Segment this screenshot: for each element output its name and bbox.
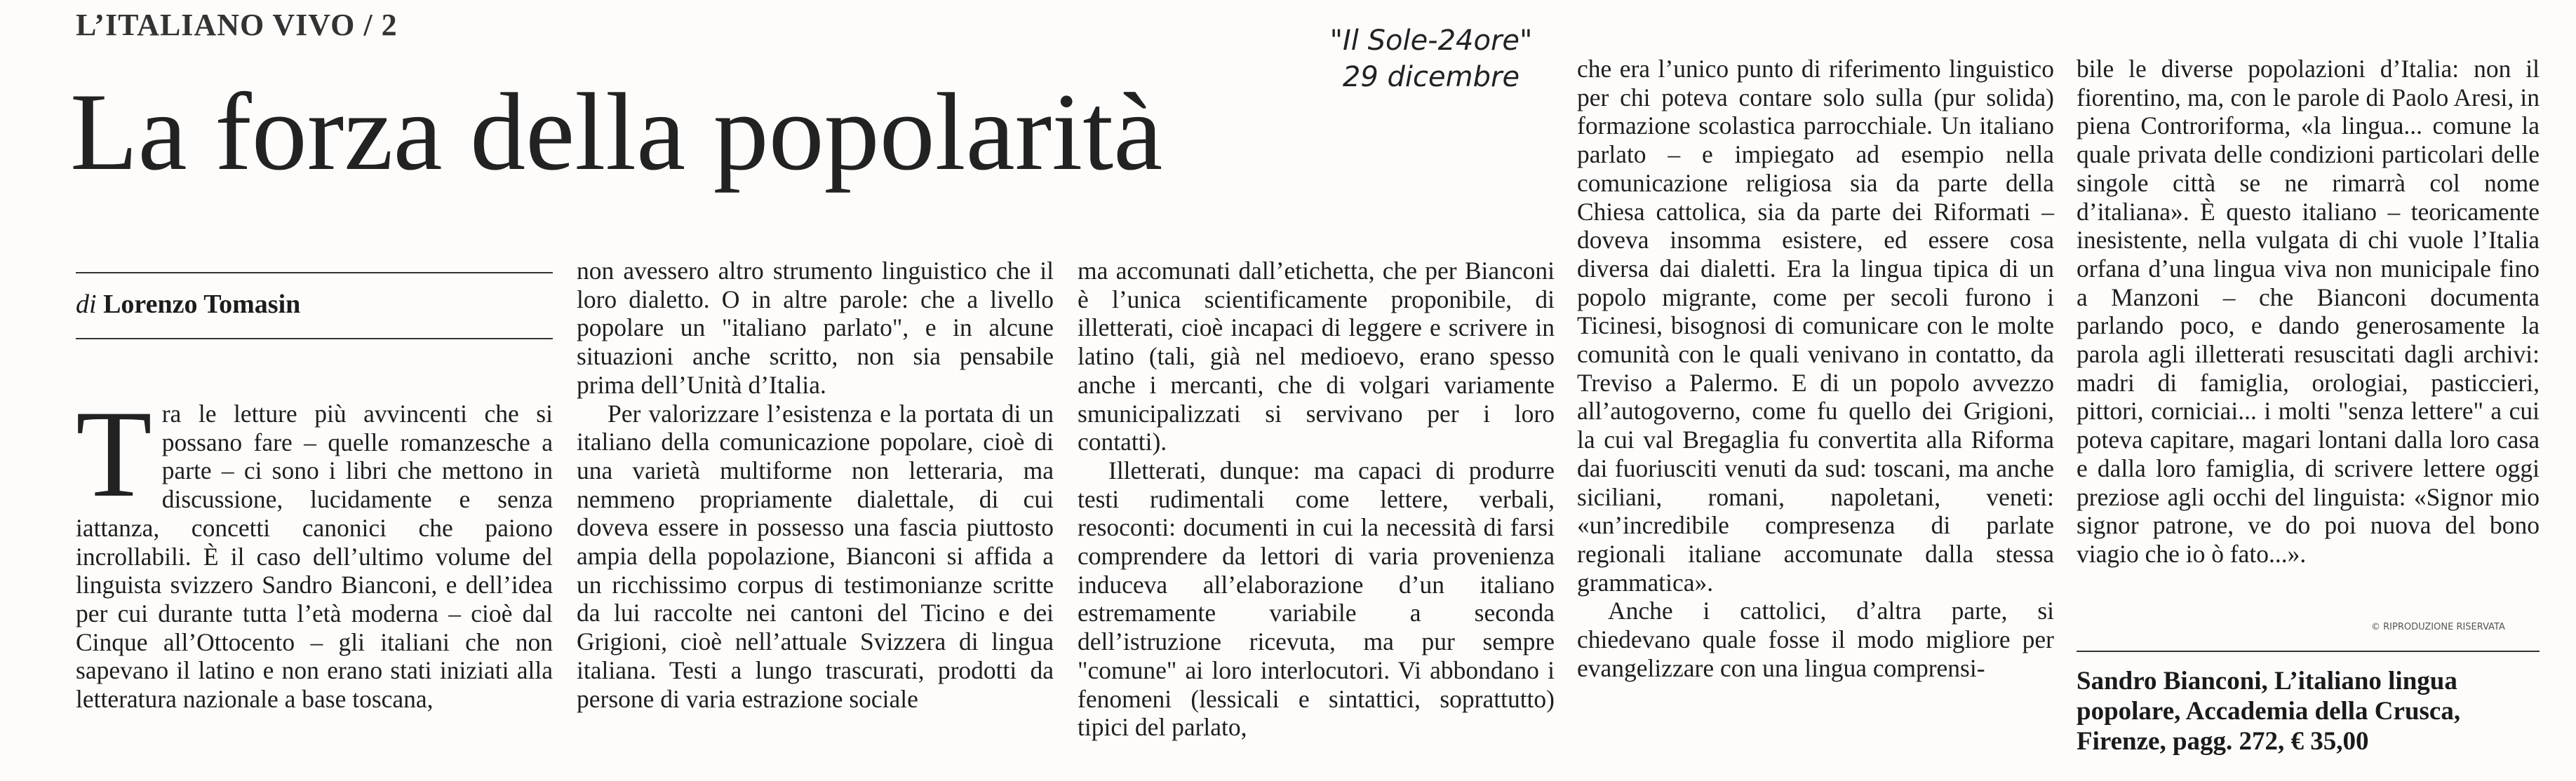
column-3 <box>1078 257 1555 742</box>
source-publication: "Il Sole-24ore" <box>1329 25 1533 57</box>
byline-bottom-rule <box>76 338 553 339</box>
column-2-paragraph-1: non avessero altro strumento linguistico che il loro dialetto. O in altre parole: che a livello popolare un "italiano parlato", e in alcune situazioni anche scritto, non sia pensabile prima dell’Unità d’Italia. <box>577 257 1054 399</box>
column-1 <box>76 384 553 714</box>
column-3-paragraph-2: Illetterati, dunque: ma capaci di produrre testi rudimentali come lettere, verbali, resoconti: documenti in cui la necessità di farsi comprendere da lettori di varia provenienza induceva all’elaborazione d’un italiano estremamente variabile a seconda dell’istruzione ricevuta, ma pur sempre "comune" ai loro interlocutori. Vi abbondano i fenomeni (lessicali e sintattici, soprattutto) tipici del parlato, <box>1078 456 1555 742</box>
source-date: 29 dicembre <box>1342 61 1520 93</box>
column-5 <box>2077 55 2540 569</box>
column-4-paragraph-2: Anche i cattolici, d’altra parte, si chiedevano quale fosse il modo migliore per evangelizzare con una lingua comprensi- <box>1577 597 2054 682</box>
copyright-credit: © RIPRODUZIONE RISERVATA <box>2371 622 2505 632</box>
column-1-paragraph-1: ra le letture più avvincenti che si possano fare – quelle romanzesche a parte – ci sono i libri che mettono in discussione, lucidamente e senza iattanza, concetti canonici che paiono incrollabili. È il caso dell’ultimo volume del linguista svizzero Sandro Bianconi, e dell’idea per cui durante tutta l’età moderna – cioè dal Cinque all’Ottocento – gli italiani che non sapevano il latino e non erano stati iniziati alla letteratura nazionale a base toscana, <box>76 400 553 714</box>
article-headline: La forza della popolarità <box>70 71 1163 193</box>
byline-top-rule <box>76 272 553 273</box>
byline <box>76 289 300 320</box>
book-info: Sandro Bianconi, L’italiano lingua popolare, Accademia della Crusca, Firenze, pagg. 272, € 35,00 <box>2077 667 2461 756</box>
column-2-paragraph-2: Per valorizzare l’esistenza e la portata di un italiano della comunicazione popolare, cioè di una varietà multiforme non letteraria, ma nemmeno propriamente dialettale, di cui doveva essere in possesso una fascia piuttosto ampia della popolazione, Bianconi si affida a un ricchissimo corpus di testimonianze scritte da lui raccolte nei cantoni del Ticino e dei Grigioni, cioè nell’attuale Svizzera di lingua italiana. Testi a lungo trascurati, prodotti da persone di varia estrazione sociale <box>577 399 1054 713</box>
byline-prefix: di <box>76 290 97 319</box>
column-5-paragraph-1: bile le diverse popolazioni d’Italia: non il fiorentino, ma, con le parole di Paolo Aresi, in piena Controriforma, «la lingua... comune la quale privata delle condizioni particolari delle singole città se ne rimarrà col nome d’italiana». È questo italiano – teoricamente inesistente, nella vulgata di chi vuole l’Italia orfana d’una lingua viva non municipale fino a Manzoni – che Bianconi documenta parlando poco, e dando generosamente la parola agli illetterati resuscitati dagli archivi: madri di famiglia, orologiai, pasticcieri, pittori, corniciai... i molti "senza lettere" a cui poteva capitare, magari lontani dalla loro casa e dalla loro famiglia, di scrivere lettere oggi preziose agli occhi del linguista: «Signor mio signor patrone, ve do poi nuova del bono viagio che io ò fato...». <box>2077 55 2540 568</box>
byline-author: Lorenzo Tomasin <box>103 290 301 319</box>
column-2 <box>577 257 1054 713</box>
source-note <box>1298 22 1564 95</box>
column-4 <box>1577 55 2054 682</box>
column-3-paragraph-1: ma accomunati dall’etichetta, che per Bianconi è l’unica scientificamente proponibile, di illetterati, cioè incapaci di leggere e scrivere in latino (tali, già nel medioevo, erano spesso anche i mercanti, che di volgari variamente smunicipalizzati si servivano per i loro contatti). <box>1078 257 1555 456</box>
book-info-rule <box>2077 651 2540 652</box>
column-4-paragraph-1: che era l’unico punto di riferimento linguistico per chi poteva contare solo sulla (pur solida) formazione scolastica parrocchiale. Un italiano parlato – e impiegato ad esempio nella comunicazione religiosa sia da parte della Chiesa cattolica, sia da parte dei Riformati – doveva insomma esistere, ed essere cosa diversa dai dialetti. Era la lingua tipica di un popolo migrante, come per secoli furono i Ticinesi, bisognosi di comunicare con le molte comunità con le quali venivano in contatto, da Treviso a Palermo. E di un popolo avvezzo all’autogoverno, come fu quello dei Grigioni, la cui val Bregaglia fu convertita alla Riforma dai fuoriusciti venuti da sud: toscani, ma anche siciliani, romani, napoletani, veneti: «un’incredibile compresenza di parlate regionali italiane accomunate dalla stessa grammatica». <box>1577 55 2054 597</box>
drop-cap: T <box>76 384 152 523</box>
section-kicker: L’ITALIANO VIVO / 2 <box>76 8 398 42</box>
